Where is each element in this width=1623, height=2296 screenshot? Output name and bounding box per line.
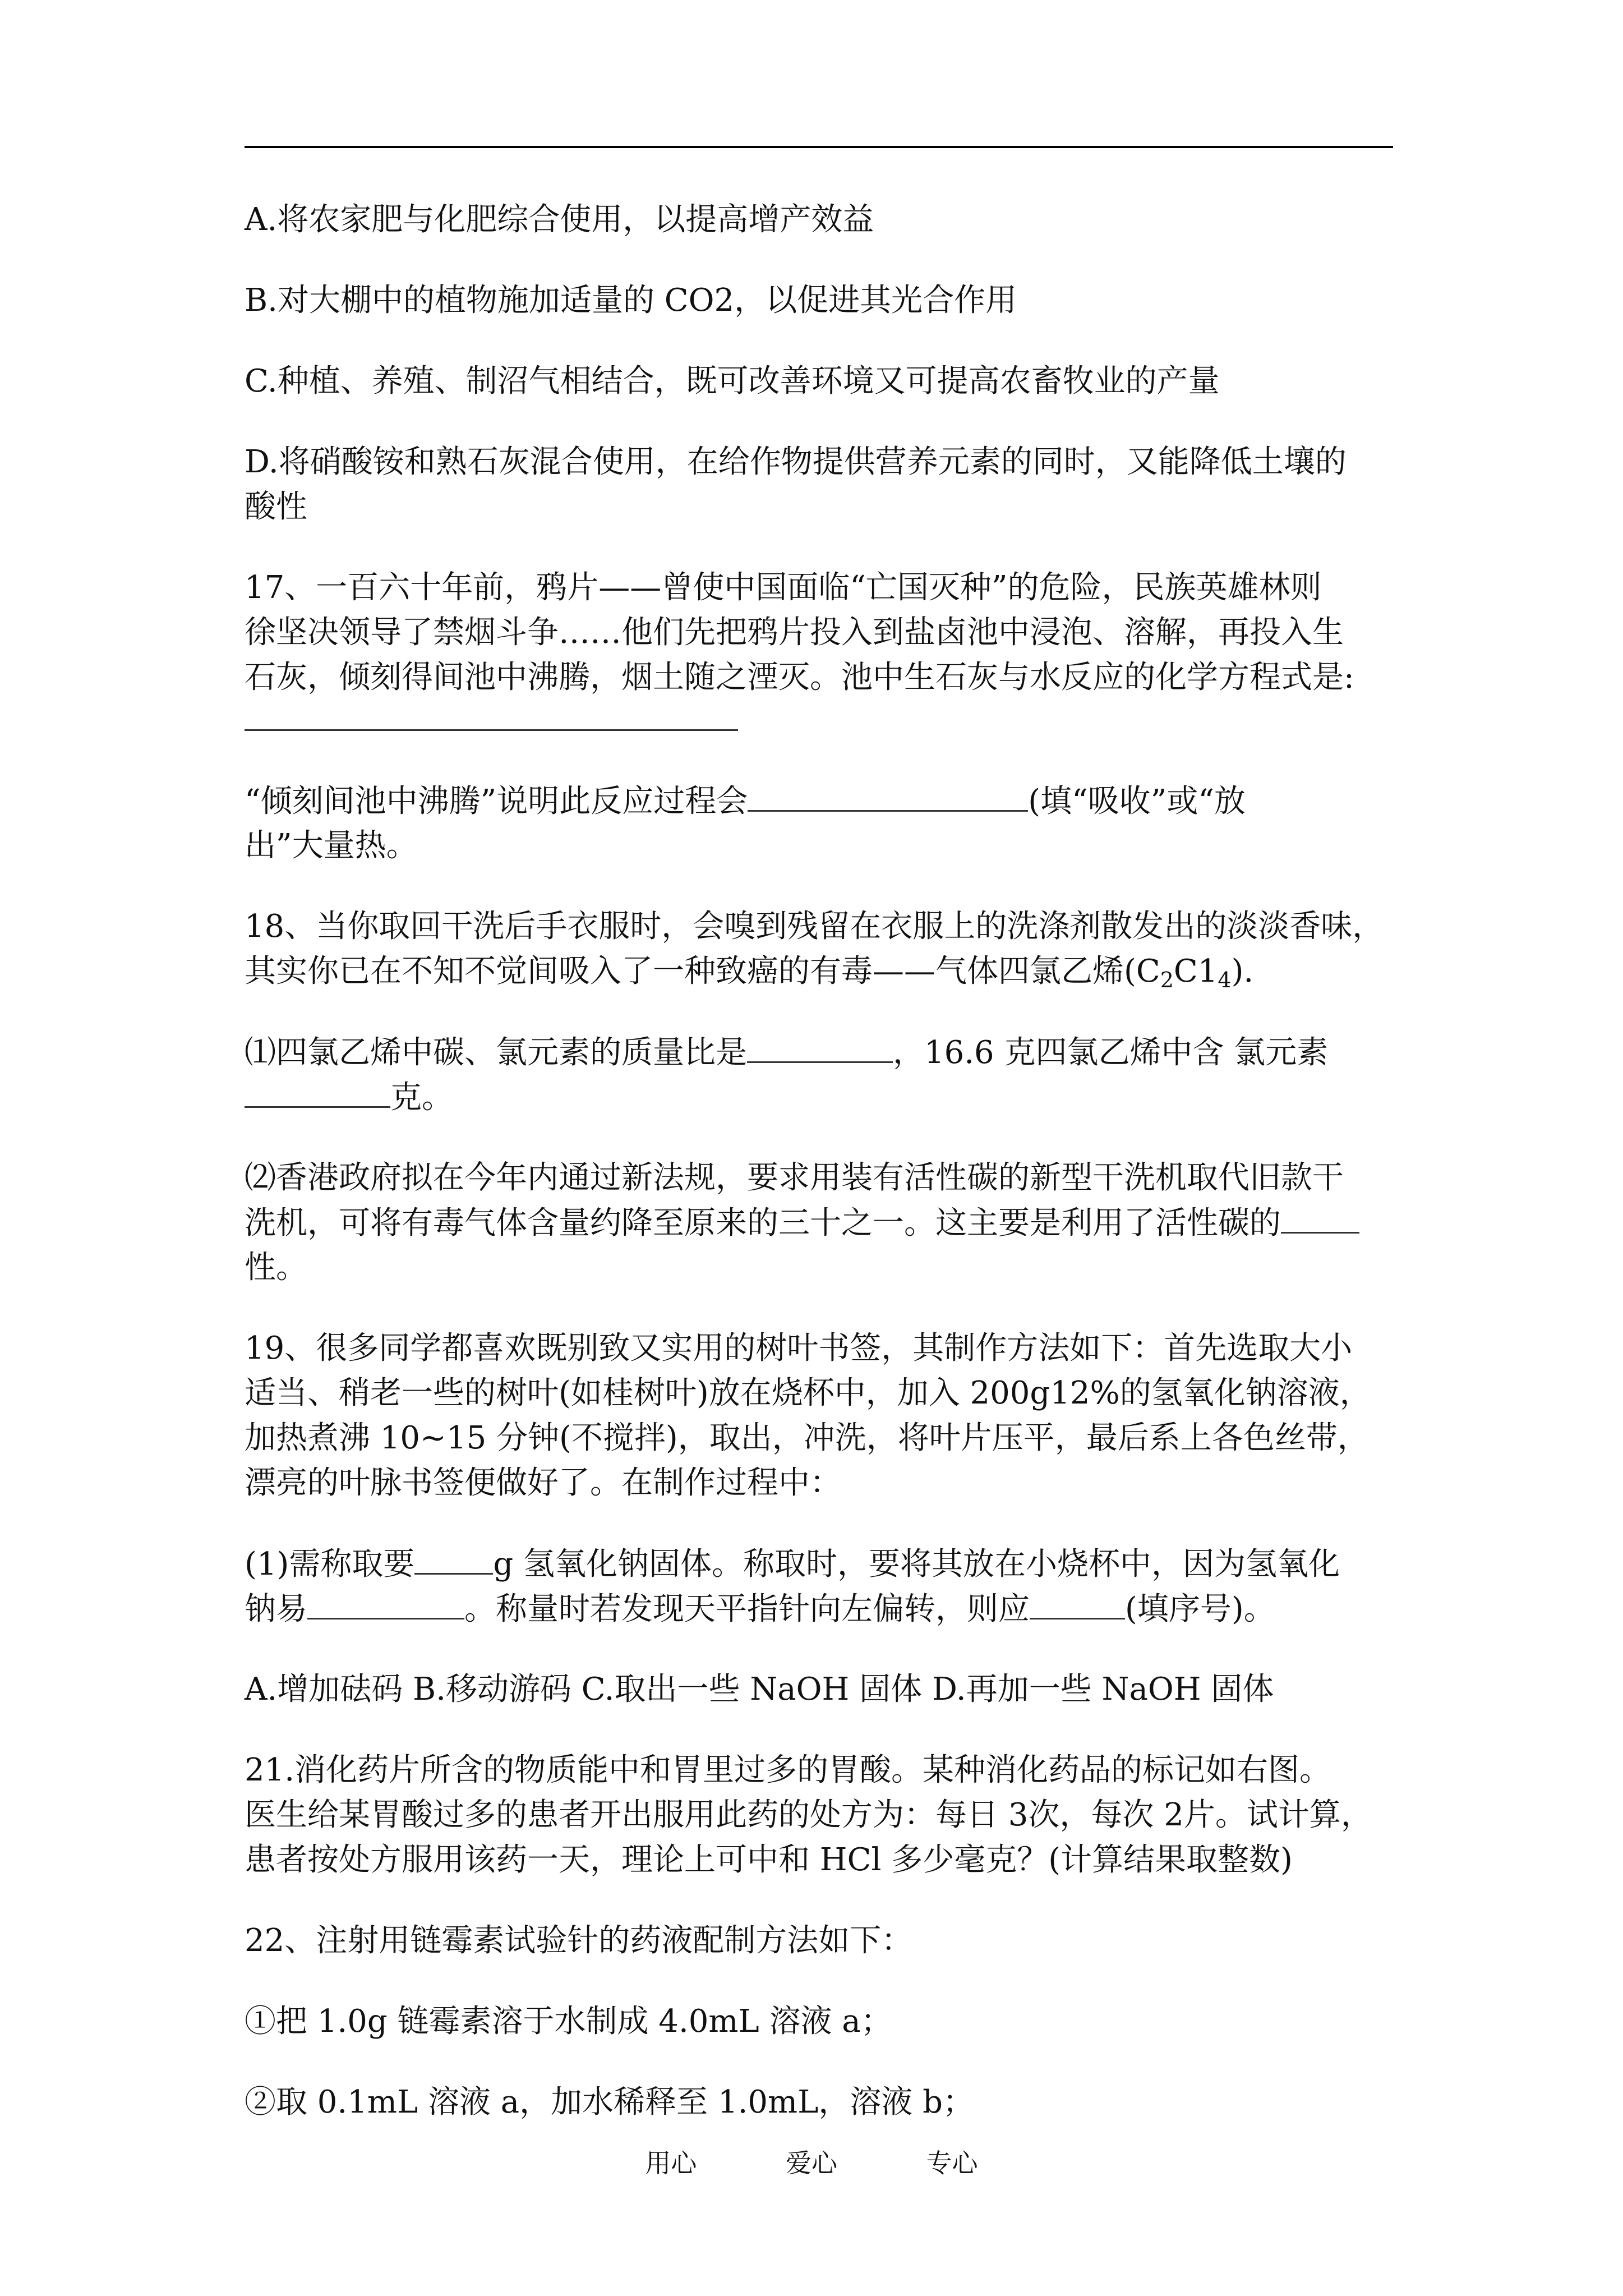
q19-line4: 漂亮的叶脉书签便做好了。在制作过程中：	[245, 1465, 841, 1501]
q18-line1: 18、当你取回干洗后手衣服时，会嗅到残留在衣服上的洗涤剂散发出的淡淡香味，	[245, 908, 1384, 945]
q22-line1: 22、注射用链霉素试验针的药液配制方法如下：	[245, 1922, 913, 1959]
footer-text-1: 用心	[645, 2148, 697, 2178]
q21-line3: 患者按处方服用该药一天，理论上可中和 HCl 多少毫克？(计算结果取整数)	[245, 1842, 1293, 1878]
q18-part2-line2: 洗机，可将有毒气体含量约降至原来的三十之一。这主要是利用了活性碳的	[245, 1198, 1393, 1248]
q19-sub1-line1: (1)需称取要 g 氢氧化钠固体。称取时，要将其放在小烧杯中，因为氢氧化	[245, 1539, 1393, 1589]
q17-line2: 徐坚决领导了禁烟斗争……他们先把鸦片投入到盐卤池中浸泡、溶解，再投入生	[245, 614, 1344, 651]
q18-blank-mass[interactable]	[245, 1073, 390, 1108]
q19-blank-choice[interactable]	[1030, 1584, 1125, 1619]
q19-line2: 适当、稍老一些的树叶(如桂树叶)放在烧杯中，加入 200g12%的氢氧化钠溶液，	[245, 1375, 1371, 1411]
q18-part2-line3: 性。	[245, 1249, 307, 1286]
q21-line2: 医生给某胃酸过多的患者开出服用此药的处方为：每日 3次，每次 2片。试计算，	[245, 1797, 1372, 1833]
q17-line1: 17、一百六十年前，鸦片——曾使中国面临“亡国灭种”的危险，民族英雄林则	[245, 569, 1322, 606]
footer-text-2: 爱心	[786, 2148, 837, 2178]
q18-part2-line1: ⑵香港政府拟在今年内通过新法规，要求用装有活性碳的新型干洗机取代旧款干	[245, 1159, 1344, 1196]
page-footer	[0, 2143, 1623, 2180]
option-d-line2: 酸性	[245, 489, 307, 525]
option-c: C.种植、养殖、制沼气相结合，既可改善环境又可提高农畜牧业的产量	[245, 363, 1220, 399]
q21-line1: 21.消化药片所含的物质能中和胃里过多的胃酸。某种消化药品的标记如右图。	[245, 1752, 1331, 1788]
q19-line1: 19、很多同学都喜欢既别致又实用的树叶书签，其制作方法如下：首先选取大小	[245, 1330, 1353, 1366]
q18-blank-ratio[interactable]	[747, 1028, 893, 1063]
q18-part1-line2: 克。	[245, 1073, 1393, 1122]
q19-line3: 加热煮沸 10~15 分钟(不搅拌)，取出，冲洗，将叶片压平，最后系上各色丝带，	[245, 1420, 1369, 1456]
header-rule	[245, 146, 1393, 148]
q18-line2: 其实你已在不知不觉间吸入了一种致癌的有毒——气体四氯乙烯$(C_2C1_4)$.	[245, 953, 1254, 992]
q17-line5: 出”大量热。	[245, 827, 418, 864]
option-a: A.将农家肥与化肥综合使用，以提高增产效益	[245, 201, 874, 238]
q22-step2: ②取 0.1mL 溶液 a，加水稀释至 1.0mL，溶液 b；	[245, 2084, 974, 2120]
q19-blank-mass[interactable]	[414, 1539, 493, 1575]
q19-sub1-line2: 钠易 。称量时若发现天平指针向左偏转，则应 (填序号)。	[245, 1584, 1393, 1634]
q22-step1: ①把 1.0g 链霉素溶于水制成 4.0mL 溶液 a；	[245, 2003, 892, 2040]
q17-line4: “倾刻间池中沸腾”说明此反应过程会 (填“吸收”或“放	[245, 776, 1393, 826]
option-d-line1: D.将硝酸铵和熟石灰混合使用，在给作物提供营养元素的同时，又能降低土壤的	[245, 444, 1347, 480]
footer-text-3: 专心	[926, 2148, 978, 2178]
q19-options: A.增加砝码 B.移动游码 C.取出一些 NaOH 固体 D.再加一些 NaOH 固体	[245, 1671, 1274, 1708]
q18-part1-line1: ⑴四氯乙烯中碳、氯元素的质量比是 ，16.6 克四氯乙烯中含 氯元素	[245, 1028, 1393, 1078]
q19-blank-property[interactable]	[307, 1584, 464, 1619]
q17-answer-blank[interactable]	[245, 729, 738, 731]
option-b: B.对大棚中的植物施加适量的 CO2，以促进其光合作用	[245, 282, 1017, 319]
q17-line3: 石灰，倾刻得间池中沸腾，烟土随之湮灭。池中生石灰与水反应的化学方程式是:	[245, 659, 1354, 696]
q18-blank-property[interactable]	[1281, 1198, 1359, 1234]
q17-blank-heat[interactable]	[748, 776, 1028, 812]
